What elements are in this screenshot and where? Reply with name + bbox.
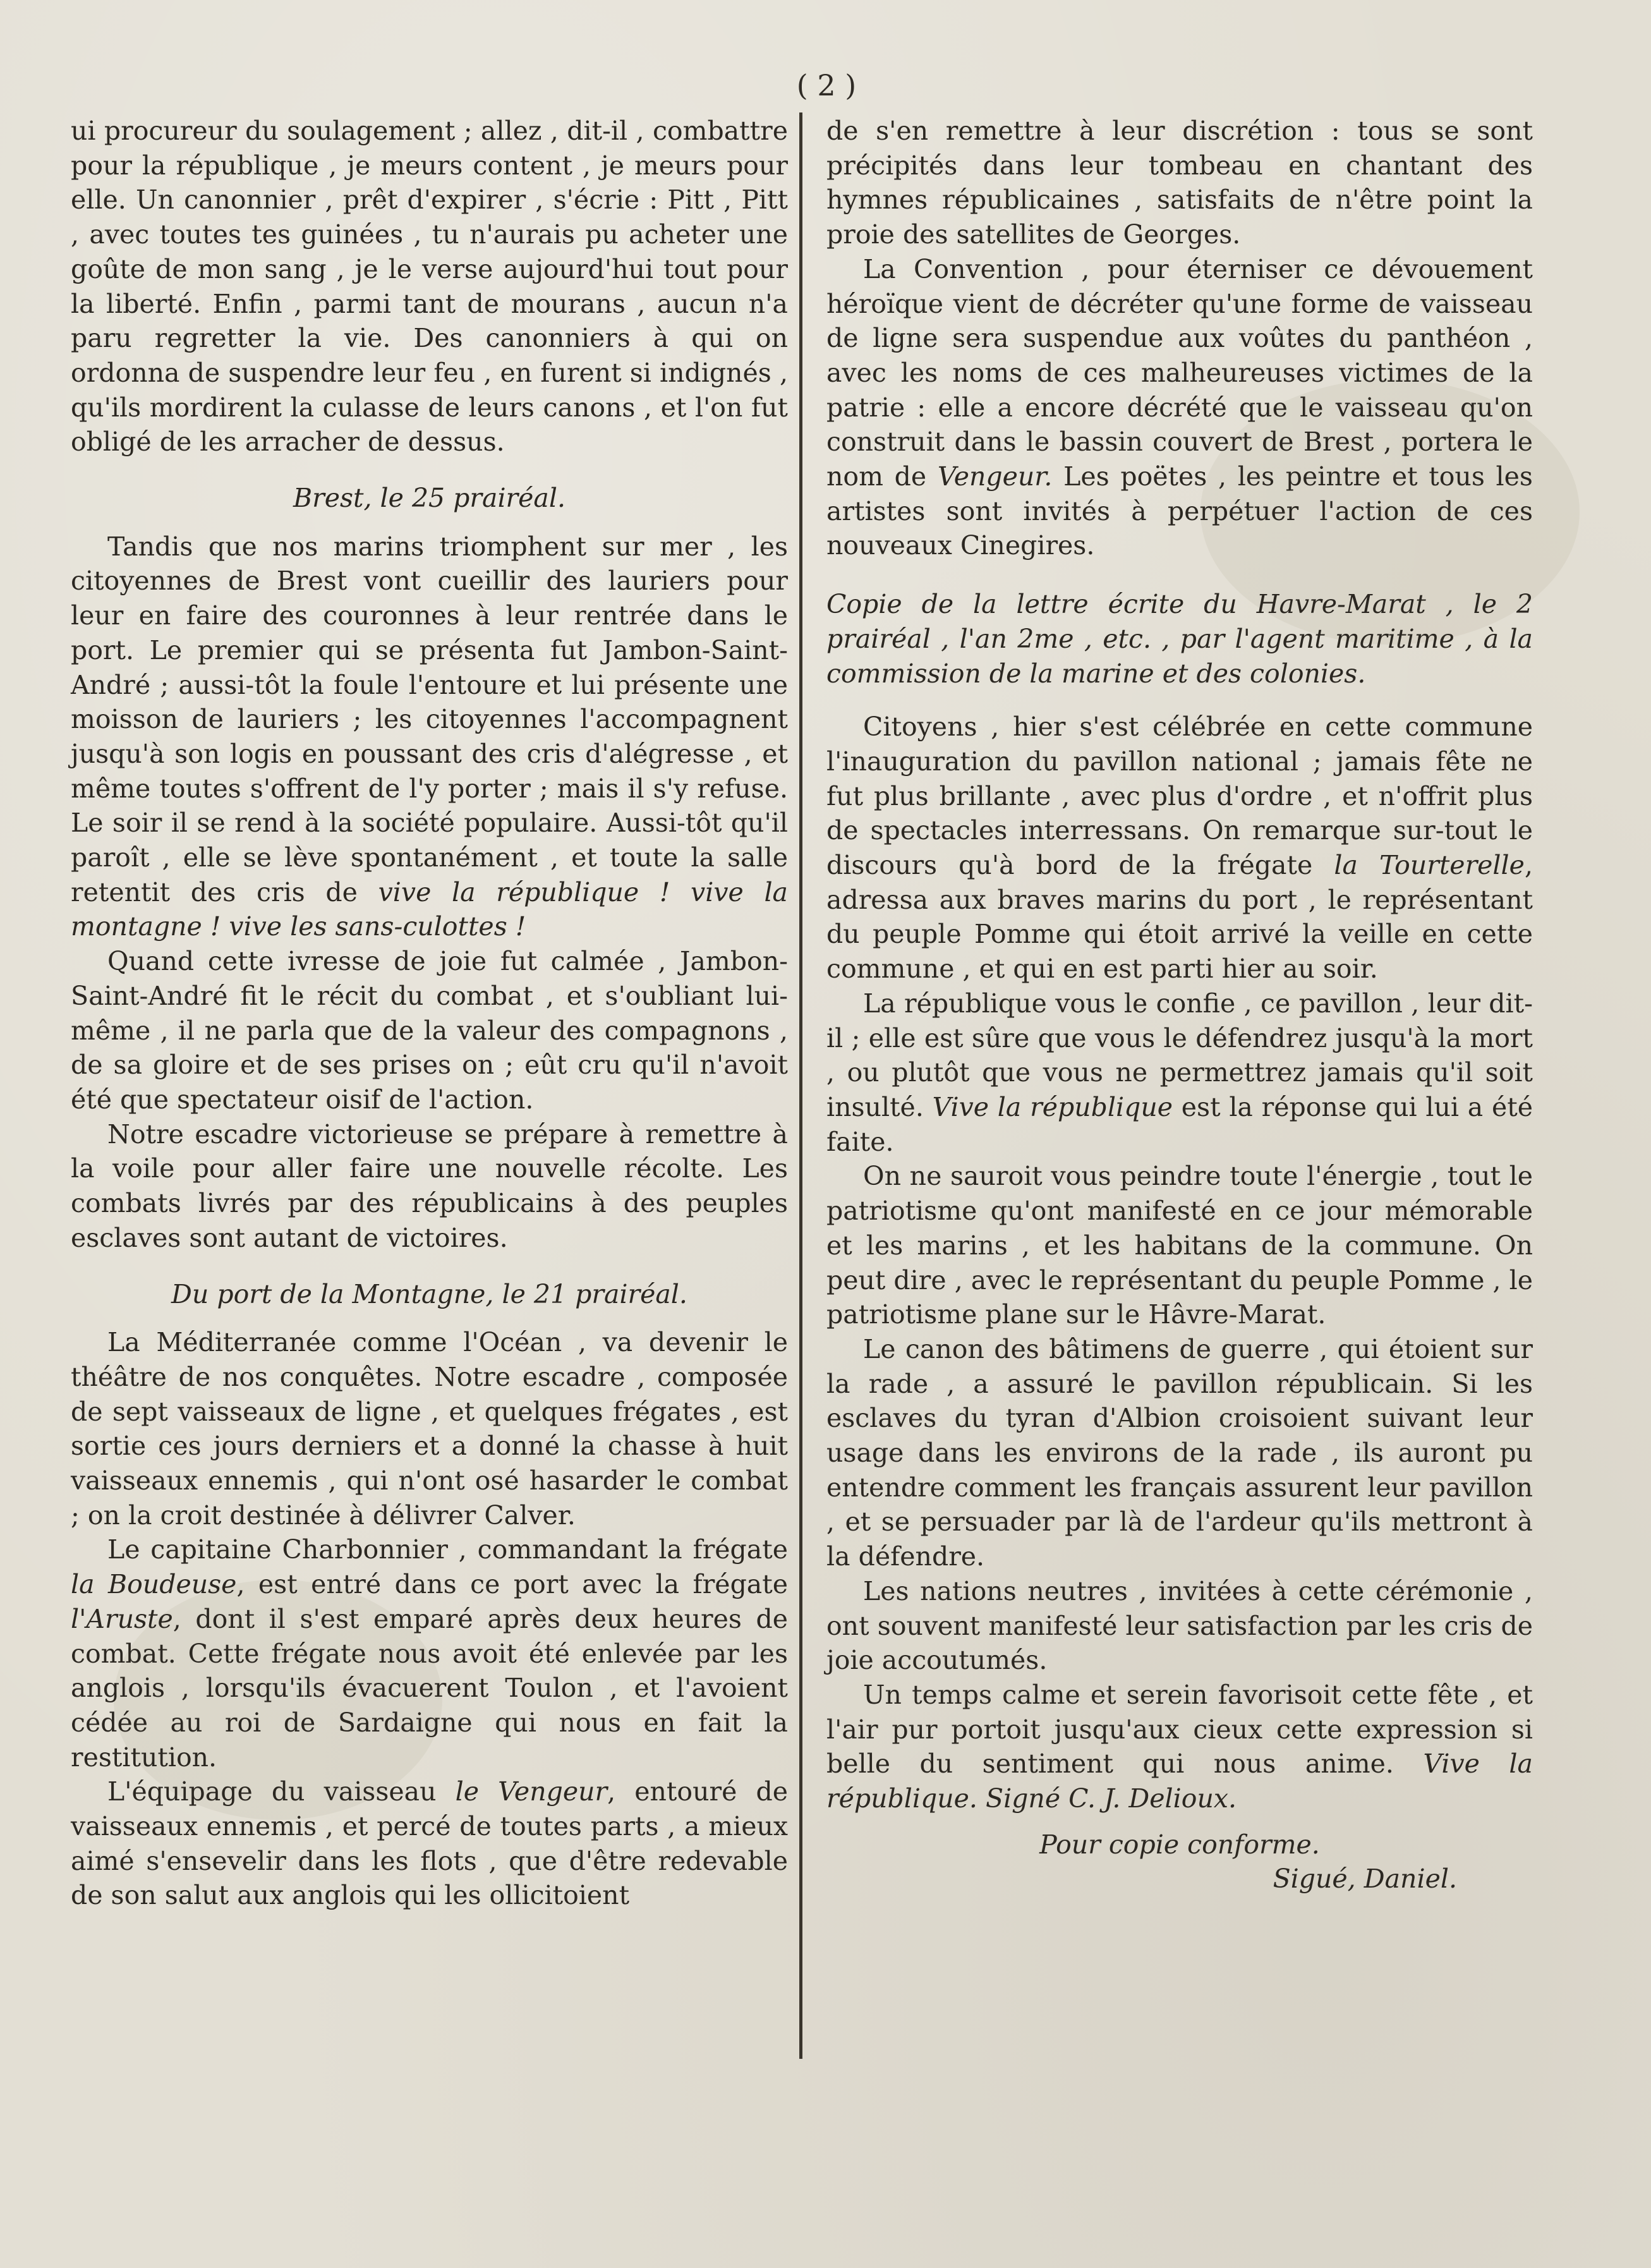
paragraph <box>826 710 1533 986</box>
paragraph: ui procureur du soulagement ; allez , dit-il , combattre pour la république , je meurs content , je meurs pour elle. Un canonnier , prêt d'expirer , s'écrie : Pitt , Pitt , avec toutes tes guinées , tu n'aurais pu acheter une goûte de mon sang , je le verse aujourd'hui tout pour la liberté. Enfin , parmi tant de mourans , aucun n'a paru regretter la vie. Des canonniers à qui on ordonna de suspendre leur feu , en furent si indignés , qu'ils mordirent la culasse de leurs canons , et l'on fut obligé de les arracher de dessus. <box>71 116 788 458</box>
page-number: ( 2 ) <box>796 68 857 102</box>
revolutionary-cry: Vive la république. <box>826 1749 1533 1814</box>
revolutionary-cry: vive la république ! vive la montagne ! vive les sans-culottes ! <box>71 876 788 942</box>
paragraph-text: , est entré dans ce port avec la frégate <box>236 1569 788 1600</box>
paragraph-text: , entouré de vaisseaux ennemis , et percé de toutes parts , a mieux aimé s'ensevelir dans les flots , que d'être redevable de son salut aux anglois qui les ollicitoient <box>71 1776 788 1911</box>
paragraph-text: Tandis que nos marins triomphent sur mer , les citoyennes de Brest vont cueillir des lauriers pour leur en faire des couronnes à leur rentrée dans le port. Le premier qui se présenta fut Jambon-Saint-André ; aussi-tôt la foule l'entoure et lui présente une moisson de lauriers ; les citoyennes l'accompagnent jusqu'à son logis en poussant des cris d'alégresse , et même toutes s'offrent de l'y porter ; mais il s'y refuse. Le soir il se rend à la société populaire. Aussi-tôt qu'il paroît , elle se lève spontanément , et toute la salle retentit des cris de <box>71 531 788 907</box>
paragraph <box>826 986 1533 1160</box>
left-column <box>71 114 788 1913</box>
paragraph <box>71 530 788 944</box>
paragraph <box>71 1774 788 1913</box>
paragraph-text: Citoyens , hier s'est célébrée en cette commune l'inauguration du pavillon national ; jamais fête ne fut plus brillante , avec plus d'ordre , et n'offrit plus de spectacles interressans. On remarque sur-tout le discours qu'à bord de la frégate <box>826 712 1533 881</box>
dateline-brest: Brest, le 25 prairéal. <box>293 483 566 514</box>
paragraph <box>71 1532 788 1774</box>
paragraph: On ne sauroit vous peindre toute l'énergie , tout le patriotisme qu'ont manifesté en ce jour mémorable et les marins , et les habitans de la commune. On peut dire , avec le représentant du peuple Pomme , le patriotisme plane sur le Hâvre-Marat. <box>826 1161 1533 1330</box>
ship-name: l'Aruste <box>71 1603 173 1634</box>
signature-daniel: Sigué, Daniel. <box>1273 1864 1457 1895</box>
paragraph-text: Les poëtes , les peintre et tous les artistes sont invités à perpétuer l'action de ces nouveaux Cinegires. <box>826 461 1533 561</box>
ship-name: la Boudeuse <box>71 1569 237 1600</box>
ship-name: le Vengeur <box>455 1776 608 1807</box>
ship-name: Vengeur. <box>937 461 1053 492</box>
paragraph-text: est la réponse qui lui a été faite. <box>826 1091 1533 1157</box>
paragraph-text: L'équipage du vaisseau <box>107 1776 437 1807</box>
paragraph: Le canon des bâtimens de guerre , qui étoient sur la rade , a assuré le pavillon républicain. Si les esclaves du tyran d'Albion croisoient suivant leur usage dans les environs de la rade , ils auront pu entendre comment les français assurent leur pavillon , et se persuader par là de l'ardeur qu'ils mettront à la défendre. <box>826 1333 1533 1572</box>
paragraph-text: , dont il s'est emparé après deux heures de combat. Cette frégate nous avoit été enlevée par les anglois , lorsqu'ils évacuerent Toulon , et l'avoient cédée au roi de Sardaigne qui nous en fait la restitution. <box>71 1603 788 1773</box>
ship-name: la Tourterelle <box>1334 850 1525 881</box>
paragraph-text: La république vous le confie , ce pavillon , leur dit-il ; elle est sûre que vous le défendrez jusqu'à la mort , ou plutôt que vous ne permettrez jamais qu'il soit insulté. <box>826 988 1533 1122</box>
paragraph: Quand cette ivresse de joie fut calmée , Jambon-Saint-André fit le récit du combat , et s'oubliant lui-même , il ne parla que de la valeur des compagnons , de sa gloire et de ses prises on ; eût cru qu'il n'avoit été que spectateur oisif de l'action. <box>71 946 788 1115</box>
revolutionary-cry: Vive la république <box>932 1091 1173 1122</box>
signature-delioux: Signé C. J. Delioux. <box>985 1783 1237 1814</box>
paragraph: de s'en remettre à leur discrétion : tous se sont précipités dans leur tombeau en chantant des hymnes républicaines , satisfaits de n'être point la proie des satellites de Georges. <box>826 116 1533 250</box>
paragraph-text: Un temps calme et serein favorisoit cette fête , et l'air pur portoit jusqu'aux cieux cette expression si belle du sentiment qui nous anime. <box>826 1679 1533 1780</box>
paragraph <box>826 1678 1533 1816</box>
paragraph-text: La Convention , pour éterniser ce dévouement héroïque vient de décréter qu'une forme de vaisseau de ligne sera suspendue aux voûtes du panthéon , avec les noms de ces malheureuses victimes de la patrie : elle a encore décrété que le vaisseau qu'on construit dans le bassin couvert de Brest , portera le nom de <box>826 253 1533 492</box>
paragraph: La Méditerranée comme l'Océan , va devenir le théâtre de nos conquêtes. Notre escadre , composée de sept vaisseaux de ligne , et quelques frégates , est sortie ces jours derniers et a donné la chasse à huit vaisseaux ennemis , qui n'ont osé hasarder le combat ; on la croit destinée à délivrer Calver. <box>71 1327 788 1531</box>
right-column <box>826 114 1533 1896</box>
paragraph-text: , adressa aux braves marins du port , le représentant du peuple Pomme qui étoit arrivé la veille en cette commune , et qui en est parti hier au soir. <box>826 850 1533 985</box>
paragraph: Notre escadre victorieuse se prépare à remettre à la voile pour aller faire une nouvelle récolte. Les combats livrés par des républicains à des peuples esclaves sont autant de victoires. <box>71 1119 788 1253</box>
column-divider <box>799 112 802 2059</box>
letter-heading: Copie de la lettre écrite du Havre-Marat , le 2 prairéal , l'an 2me , etc. , par l'agent maritime , à la commission de la marine et des colonies. <box>826 589 1533 689</box>
dateline-montagne: Du port de la Montagne, le 21 prairéal. <box>171 1278 687 1309</box>
paragraph: Les nations neutres , invitées à cette cérémonie , ont souvent manifesté leur satisfaction par les cris de joie accoutumés. <box>826 1575 1533 1676</box>
paragraph-text: Le capitaine Charbonnier , commandant la frégate <box>107 1534 788 1565</box>
paragraph <box>826 252 1533 563</box>
copy-conforme: Pour copie conforme. <box>1039 1829 1320 1860</box>
